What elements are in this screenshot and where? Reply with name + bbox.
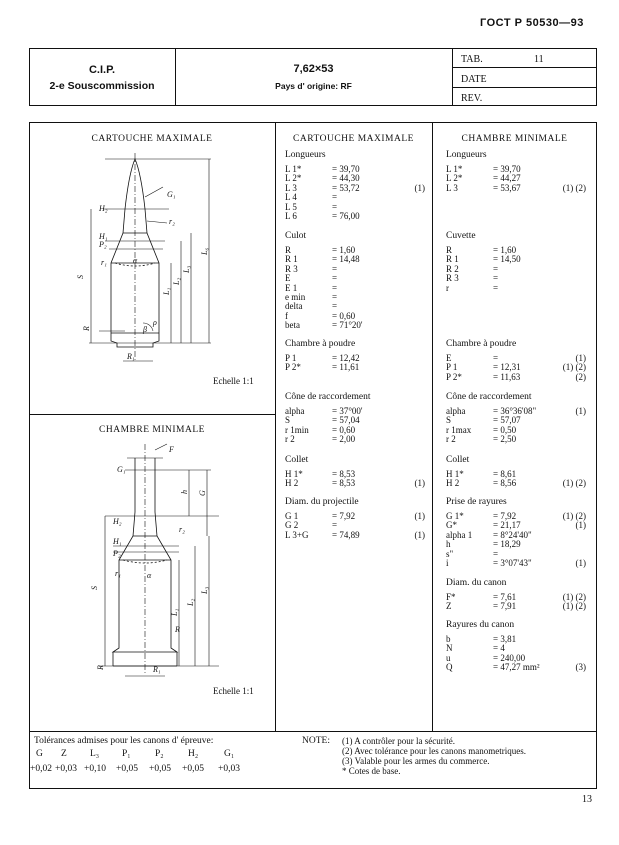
dimension-key: H 2 — [446, 478, 460, 489]
label-r2: r₂ — [179, 525, 185, 534]
dimension-value: = — [332, 263, 338, 274]
label-r1: r₁ — [101, 258, 107, 267]
note-item: * Cotes de base. — [342, 766, 401, 776]
dimension-key: G 1 — [285, 511, 299, 521]
dimension-value: = — [332, 520, 338, 531]
tolerance-header: L₃ — [90, 749, 100, 759]
dimension-note: (1) (2) — [562, 478, 586, 489]
section-title: Diam. du canon — [446, 578, 507, 588]
label-l1: L₁ — [162, 287, 171, 295]
dimension-value: = 8,53 — [332, 478, 356, 489]
label-h: h — [180, 490, 189, 494]
dimension-value: = 1,60 — [332, 245, 356, 255]
note-item: (1) A contrôler pour la sécurité. — [342, 736, 455, 746]
dimension-value: = 18,29 — [493, 539, 521, 550]
label-g1: G₁ — [117, 465, 126, 474]
dimension-key: R 1 — [446, 254, 459, 265]
section-title: Culot — [285, 231, 307, 241]
dimension-key: R 3 — [285, 263, 298, 274]
header-divider — [452, 48, 453, 106]
dimension-key: r 2 — [285, 434, 295, 445]
dimension-key: S — [285, 415, 291, 426]
dimension-value: = 21,17 — [493, 520, 521, 531]
label-s: S — [90, 586, 99, 590]
standard-code: ГОСТ Р 50530—93 — [480, 17, 584, 29]
dimension-key: F* — [446, 592, 456, 602]
dimension-note: (1) — [414, 511, 425, 521]
tolerance-header: Z — [61, 749, 67, 759]
dimension-key: L 5 — [285, 201, 297, 212]
dimension-value: = 57,07 — [493, 415, 521, 426]
commission-name: 2-e Souscommission — [49, 80, 155, 92]
tolerance-value: +0,03 — [55, 764, 77, 774]
dimension-key: R — [285, 245, 292, 255]
dimension-key: H 1* — [285, 469, 303, 479]
dimension-value: = — [332, 273, 338, 284]
dimension-note: (3) — [575, 662, 586, 673]
dimension-key: e min — [285, 292, 306, 302]
section-title: Longueurs — [285, 150, 326, 160]
dimension-key: r 1min — [285, 424, 309, 435]
dimension-value: = — [493, 353, 499, 363]
dimension-note: (1) — [414, 529, 425, 540]
header-row-line — [452, 87, 597, 88]
tolerance-header: P₁ — [122, 749, 131, 759]
dimension-note: (2) — [575, 371, 586, 382]
label-r2: r₂ — [169, 217, 175, 226]
date-label: DATE — [461, 74, 487, 85]
label-f: F — [169, 445, 174, 454]
label-l1: L₁ — [170, 608, 179, 616]
dimension-key: P 1 — [446, 362, 458, 373]
column-divider — [432, 122, 433, 731]
chamber-figure-title: CHAMBRE MINIMALE — [99, 425, 205, 435]
dimension-value: = — [493, 263, 499, 274]
section-title: Rayures du canon — [446, 620, 515, 630]
dimension-note: (1) — [575, 406, 586, 416]
dimension-key: P 2* — [285, 362, 301, 373]
dimension-key: L 3+G — [285, 529, 309, 540]
section-title: Longueurs — [446, 150, 487, 160]
dimension-key: u — [446, 652, 451, 663]
label-l3: L₃ — [182, 265, 191, 273]
section-title: Prise de rayures — [446, 497, 507, 507]
dimension-key: G 2 — [285, 520, 299, 531]
tab-value: 11 — [534, 54, 544, 65]
dimension-key: L 4 — [285, 192, 297, 203]
tab-label: TAB. — [461, 54, 483, 65]
dimension-key: L 6 — [285, 211, 297, 221]
label-h2: H₂ — [113, 517, 122, 526]
dimension-note: (1) (2) — [562, 362, 586, 373]
dimension-note: (1) — [575, 558, 586, 568]
dimension-note: (1) (2) — [562, 511, 586, 521]
dimension-key: N — [446, 643, 453, 654]
cartridge-figure-scale: Echelle 1:1 — [213, 376, 254, 386]
dimension-value: = 71°20' — [332, 320, 363, 331]
dimension-key: r — [446, 282, 449, 293]
dimension-key: alpha — [446, 406, 466, 416]
dimension-value: = 4 — [493, 643, 505, 654]
dimension-value: = — [332, 192, 338, 203]
header-row-line — [452, 67, 597, 68]
label-r-small: R — [175, 625, 180, 634]
left-divider — [29, 414, 275, 415]
label-l2: L₂ — [172, 277, 181, 285]
dimension-value: = 0,60 — [332, 310, 356, 321]
dimension-value: = 14,48 — [332, 254, 360, 265]
chamber-table-title: CHAMBRE MINIMALE — [461, 134, 568, 144]
dimension-note: (1) — [575, 520, 586, 531]
dimension-key: delta — [285, 301, 303, 312]
label-s: S — [76, 275, 85, 279]
tolerance-value: +0,05 — [116, 764, 138, 774]
tolerance-header: G₁ — [224, 749, 235, 759]
dimension-value: = 44,27 — [493, 173, 521, 184]
dimension-key: R 3 — [446, 273, 459, 284]
label-h1: H₁ — [113, 537, 122, 546]
label-l6: L₆ — [200, 247, 209, 255]
dimension-key: L 3 — [446, 182, 458, 193]
tolerance-value: +0,05 — [149, 764, 171, 774]
dimension-key: L 2* — [285, 173, 302, 184]
column-divider — [275, 122, 276, 731]
section-title: Cône de raccordement — [446, 392, 532, 402]
dimension-key: alpha 1 — [446, 529, 473, 540]
dimension-key: s" — [446, 548, 454, 559]
dimension-key: r 2 — [446, 434, 456, 445]
dimension-value: = 240,00 — [493, 652, 526, 663]
tolerance-value: +0,10 — [84, 764, 106, 774]
dimension-key: alpha — [285, 406, 305, 416]
dimension-key: beta — [285, 320, 300, 331]
section-title: Chambre à poudre — [285, 339, 356, 349]
dimension-value: = 2,00 — [332, 434, 356, 445]
dimension-value: = — [493, 273, 499, 284]
dimension-value: = 11,61 — [332, 362, 360, 373]
dimension-key: H 2 — [285, 478, 299, 489]
dimension-note: (1) — [414, 182, 425, 193]
dimension-value: = — [332, 292, 338, 302]
section-title: Collet — [285, 455, 309, 465]
dimension-note: (1) (2) — [562, 601, 586, 612]
dimension-key: i — [446, 558, 449, 568]
dimension-note: (1) — [414, 478, 425, 489]
dimension-value: = 76,00 — [332, 211, 360, 221]
dimension-value: = 3°07'43" — [493, 558, 532, 568]
dimension-key: b — [446, 634, 451, 644]
page-number: 13 — [582, 794, 592, 805]
cartridge-table-title: CARTOUCHE MAXIMALE — [293, 134, 414, 144]
dimension-value: = 8,53 — [332, 469, 356, 479]
label-r1-cap: R₁ — [153, 665, 161, 674]
dimension-value: = 1,60 — [493, 245, 517, 255]
label-l2: L₂ — [186, 598, 195, 606]
section-title: Cône de raccordement — [285, 392, 371, 402]
dimension-value: = 0,60 — [332, 424, 356, 435]
dimension-key: E — [285, 273, 291, 284]
dimension-value: = 74,89 — [332, 529, 360, 540]
dimension-value: = 12,42 — [332, 353, 360, 363]
dimension-key: P 1 — [285, 353, 297, 363]
chamber-drawing — [29, 440, 275, 680]
cartridge-drawing — [29, 145, 275, 370]
dimension-key: L 3 — [285, 182, 297, 193]
section-title: Chambre à poudre — [446, 339, 517, 349]
label-r1-cap: R₁ — [127, 352, 135, 361]
org-name: C.I.P. — [88, 64, 116, 76]
dimension-value: = — [332, 201, 338, 212]
dimension-value: = 0,50 — [493, 424, 517, 435]
section-title: Cuvette — [446, 231, 476, 241]
dimension-value: = 8°24'40" — [493, 529, 532, 540]
rev-label: REV. — [461, 93, 483, 104]
label-h2: H₂ — [99, 204, 108, 213]
dimension-note: (1) (2) — [562, 182, 586, 193]
dimension-value: = 36°36'08" — [493, 406, 537, 416]
tolerance-header: H₂ — [188, 749, 199, 759]
dimension-value: = 7,92 — [493, 511, 517, 521]
dimension-value: = 7,91 — [493, 601, 517, 612]
dimension-value: = 12,31 — [493, 362, 521, 373]
label-l3: L₃ — [200, 586, 209, 594]
dimension-value: = — [493, 548, 499, 559]
dimension-value: = 53,72 — [332, 182, 360, 193]
section-title: Collet — [446, 455, 470, 465]
notes-label: NOTE: — [302, 736, 330, 746]
tolerance-value: +0,02 — [30, 764, 52, 774]
dimension-value: = 11,63 — [493, 371, 521, 382]
dimension-key: Z — [446, 601, 452, 612]
dimension-value: = 7,92 — [332, 511, 356, 521]
label-beta: β — [143, 325, 147, 334]
dimension-key: L 1* — [446, 164, 463, 174]
label-h1: H₁ — [99, 232, 108, 241]
tolerance-header: G — [36, 749, 43, 759]
chamber-figure-scale: Echelle 1:1 — [213, 686, 254, 696]
dimension-key: L 2* — [446, 173, 463, 184]
label-g: G — [198, 490, 207, 496]
dimension-key: h — [446, 539, 451, 550]
dimension-key: R 1 — [285, 254, 298, 265]
tolerance-header: P₂ — [155, 749, 164, 759]
dimension-key: R — [446, 245, 453, 255]
dimension-key: R 2 — [446, 263, 459, 274]
label-r1: r₁ — [115, 569, 121, 578]
dimension-value: = 37°00' — [332, 406, 363, 416]
label-p2: P₂ — [99, 240, 107, 249]
dimension-value: = — [332, 301, 338, 312]
dimension-key: H 1* — [446, 469, 464, 479]
caliber: 7,62×53 — [293, 63, 334, 75]
header-table — [29, 48, 597, 106]
footer-divider — [29, 731, 597, 732]
dimension-note: (1) — [575, 353, 586, 363]
tolerances-title: Tolérances admises pour les canons d' épreuve: — [34, 736, 214, 746]
dimension-value: = 47,27 mm² — [493, 662, 540, 673]
dimension-value: = 8,61 — [493, 469, 517, 479]
dimension-key: E 1 — [285, 282, 298, 293]
dimension-value: = 14,50 — [493, 254, 521, 265]
dimension-value: = 53,67 — [493, 182, 521, 193]
header-divider — [175, 48, 176, 106]
label-alpha: α — [133, 256, 138, 265]
dimension-value: = 39,70 — [493, 164, 521, 174]
tolerance-value: +0,03 — [218, 764, 240, 774]
dimension-key: Q — [446, 662, 453, 673]
label-alpha: α — [147, 571, 152, 580]
dimension-value: = 3,81 — [493, 634, 517, 644]
dimension-key: L 1* — [285, 164, 302, 174]
label-g1: G₁ — [167, 190, 176, 199]
dimension-value: = 39,70 — [332, 164, 360, 174]
dimension-key: G 1* — [446, 511, 464, 521]
label-r: R — [96, 665, 105, 670]
dimension-value: = 44,30 — [332, 173, 360, 184]
section-title: Diam. du projectile — [285, 497, 359, 507]
dimension-value: = — [332, 282, 338, 293]
dimension-note: (1) (2) — [562, 592, 586, 602]
label-p2: P₂ — [113, 549, 121, 558]
cartridge-figure-title: CARTOUCHE MAXIMALE — [91, 134, 213, 144]
dimension-key: E — [446, 353, 452, 363]
dimension-value: = 2,50 — [493, 434, 517, 445]
dimension-key: G* — [446, 520, 457, 531]
note-item: (2) Avec tolérance pour les canons manometriques. — [342, 746, 527, 756]
note-item: (3) Valable pour les armes du commerce. — [342, 756, 490, 766]
dimension-value: = 57,04 — [332, 415, 360, 426]
dimension-value: = 7,61 — [493, 592, 517, 602]
tolerance-value: +0,05 — [182, 764, 204, 774]
label-r: R — [82, 326, 91, 331]
origin-country: Pays d' origine: RF — [275, 81, 352, 91]
dimension-value: = — [493, 282, 499, 293]
label-rho: ρ — [153, 318, 157, 327]
dimension-value: = 8,56 — [493, 478, 517, 489]
dimension-key: S — [446, 415, 452, 426]
dimension-key: f — [285, 310, 288, 321]
dimension-key: r 1max — [446, 424, 472, 435]
dimension-key: P 2* — [446, 371, 462, 382]
